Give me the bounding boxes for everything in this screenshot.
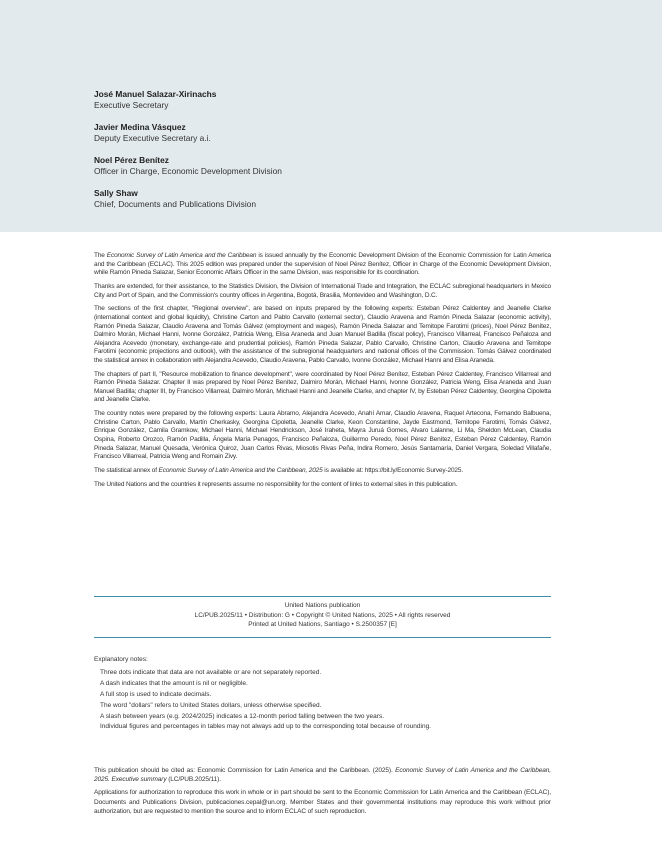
note-item: The word "dollars" refers to United States dollars, unless otherwise specified.	[100, 701, 322, 709]
notes-heading: Explanatory notes:	[94, 656, 148, 663]
official-entry	[94, 122, 554, 144]
explanatory-notes	[94, 655, 551, 733]
publication-title: Economic Survey of Latin America and the Caribbean, 2025. Executive summary	[94, 767, 551, 784]
official-name: Javier Medina Vásquez	[94, 122, 186, 132]
publication-line: United Nations publication	[284, 602, 361, 609]
paragraph-chapter-one: The sections of the first chapter, "Regional overview", are based on inputs prepared by the following experts: Esteban Pérez Caldentey and Jeanelle Clarke (international context and global liquidity), Christine Carton and Pablo Carvallo (external sector), Claudio Aravena and Ramón Pineda Salazar (economic activity), Ramón Pineda Salazar, Claudio Aravena and Tomás Gálvez (employment and wages), Ramón Pineda Salazar and Temitope Farotimi (prices), Noel Pérez Benítez, Dalmiro Morán, Michael Hanni, Ivonne González, Patricia Weng, Elisa Araneda and Juan Manuel Badilla (fiscal policy), Francisco Villarreal, Francisco Peñaloza and Alejandra Acevedo (monetary, exchange-rate and prudential policies), Ramón Pineda Salazar, Pablo Carvallo, Christine Carton, Claudio Aravena and Temitope Farotimi (economic projections and outlook), with the assistance of the subregional headquarters and national offices of the Commission. Tomás Gálvez coordinated the statistical annex in collaboration with Alejandra Acevedo, Claudio Aravena, Pablo Carvallo, Ivonne González, Michael Hanni and Elisa Araneda.	[94, 305, 551, 364]
publication-title: Economic Survey of Latin America and the Caribbean, 2025	[158, 467, 323, 474]
official-title: Officer in Charge, Economic Development Division	[94, 166, 282, 176]
official-name: José Manuel Salazar-Xirinachs	[94, 89, 217, 99]
publication-line: LC/PUB.2025/11 • Distribution: G • Copyright © United Nations, 2025 • All rights reserved	[194, 611, 451, 619]
paragraph-disclaimer: The United Nations and the countries it represents assume no responsibility for the content of links to external sites in this publication.	[94, 480, 458, 488]
text-span: The	[94, 252, 107, 259]
official-title: Executive Secretary	[94, 100, 169, 110]
note-item: A full stop is used to indicate decimals.	[100, 690, 212, 698]
notes-list	[94, 668, 551, 733]
paragraph-country-notes: The country notes were prepared by the following experts: Laura Abramo, Alejandra Acevedo, Anahí Amar, Claudio Aravena, Raquel Artecona, Fernando Balbuena, Christine Carton, Pablo Carvallo, Martín Cherkasky, Georgina Cipoletta, Jeanelle Clarke, Keon Constantine, Jayde Eastmond, Temitope Farotimi, Tomás Gálvez, Enrique González, Camila Gramkow, Michael Hanni, Michael Hendrickson, José Iraheta, Mayra Juruá Gomes, Alvaro Lalanne, Li Ma, Sheldon McLean, Claudia Ospina, Roberto Orozco, Ramón Padilla, Ángela María Penagos, Francisco Peñaloza, Guillermo Peredo, Noel Pérez Benítez, Esteban Pérez Caldentey, Ramón Pineda Salazar, Manuel Quesada, Verónica Quiroz, Juan Carlos Rivas, Miosotis Rivas Peña, Indira Romero, Jesús Santamaría, Daniel Vergara, Soledad Villafañe, Francisco Villarreal, Patricia Weng and Romain Zivy.	[94, 410, 551, 461]
permissions-text: Applications for authorization to reproduce this work in whole or in part should be sent to the Economic Commission for Latin America and the Caribbean (ECLAC), Documents and Publications Division, publicaciones.cepal@un.org. Member States and their governmental institutions may reproduce this work without prior authorization, but are requested to mention the source and to inform ECLAC of such reproduction.	[94, 789, 551, 815]
official-title: Deputy Executive Secretary a.i.	[94, 133, 211, 143]
text-span: This publication should be cited as: Economic Commission for Latin America and the Caribbean. (2025).	[94, 767, 396, 774]
officials-list	[94, 89, 554, 221]
note-item: Three dots indicate that data are not available or are not separately reported.	[100, 668, 322, 676]
paragraph-thanks: Thanks are extended, for their assistance, to the Statistics Division, the Division of International Trade and Integration, the ECLAC subregional headquarters in Mexico City and Port of Spain, and the Commission's country offices in Argentina, Bogotá, Brasilia, Montevideo and Washington, D.C.	[94, 282, 551, 299]
official-name: Noel Pérez Benítez	[94, 155, 169, 165]
official-entry	[94, 89, 554, 111]
annex-link[interactable]: is available at: https://bit.ly/Economic Survey-2025.	[322, 467, 464, 474]
acknowledgements-text	[94, 252, 551, 495]
paragraph-part-two: The chapters of part II, "Resource mobilization to finance development", were coordinated by Noel Pérez Benítez, Esteban Pérez Caldentey, Francisco Villarreal and Ramón Pineda Salazar. Chapter II was prepared by Noel Pérez Benítez, Dalmiro Morán, Michael Hanni, Ivonne González, Patricia Weng, Elisa Araneda and Juan Manuel Badilla; chapter III, by Francisco Villarreal, Dalmiro Morán, Michael Hanni and Jeanelle Clarke, and chapter IV, by Esteban Pérez Caldentey, Georgina Cipoletta and Jeanelle Clarke.	[94, 370, 551, 404]
text-span: The statistical annex of	[94, 467, 159, 474]
official-name: Sally Shaw	[94, 188, 138, 198]
official-entry	[94, 188, 554, 210]
publication-title: Economic Survey of Latin America and the Caribbean	[106, 252, 257, 259]
note-item: Individual figures and percentages in tables may not always add up to the corresponding total because of rounding.	[100, 723, 431, 731]
official-title: Chief, Documents and Publications Division	[94, 199, 256, 209]
text-span: (LC/PUB.2025/11).	[166, 776, 221, 784]
text-span: is issued annually by the Economic Development Division of the Economic Commission for Latin America and the Caribbean (ECLAC). This 2025 edition was prepared under the supervision of Noel Pérez Benítez, Officer in Charge of the Economic Development Division, while Ramón Pineda Salazar, Senior Economic Affairs Officer in the same Division, was responsible for its coordination.	[94, 252, 551, 277]
note-item: A slash between years (e.g. 2024/2025) indicates a 12-month period falling between the two years.	[100, 712, 385, 720]
publication-info	[94, 596, 551, 638]
official-entry	[94, 155, 554, 177]
paragraph-intro	[94, 252, 551, 278]
note-item: A dash indicates that the amount is nil or negligible.	[100, 679, 248, 687]
publication-line: Printed at United Nations, Santiago • S.2500357 [E]	[248, 621, 397, 629]
paragraph-annex	[94, 467, 551, 476]
citation-block	[94, 766, 551, 820]
citation-text	[94, 766, 551, 784]
